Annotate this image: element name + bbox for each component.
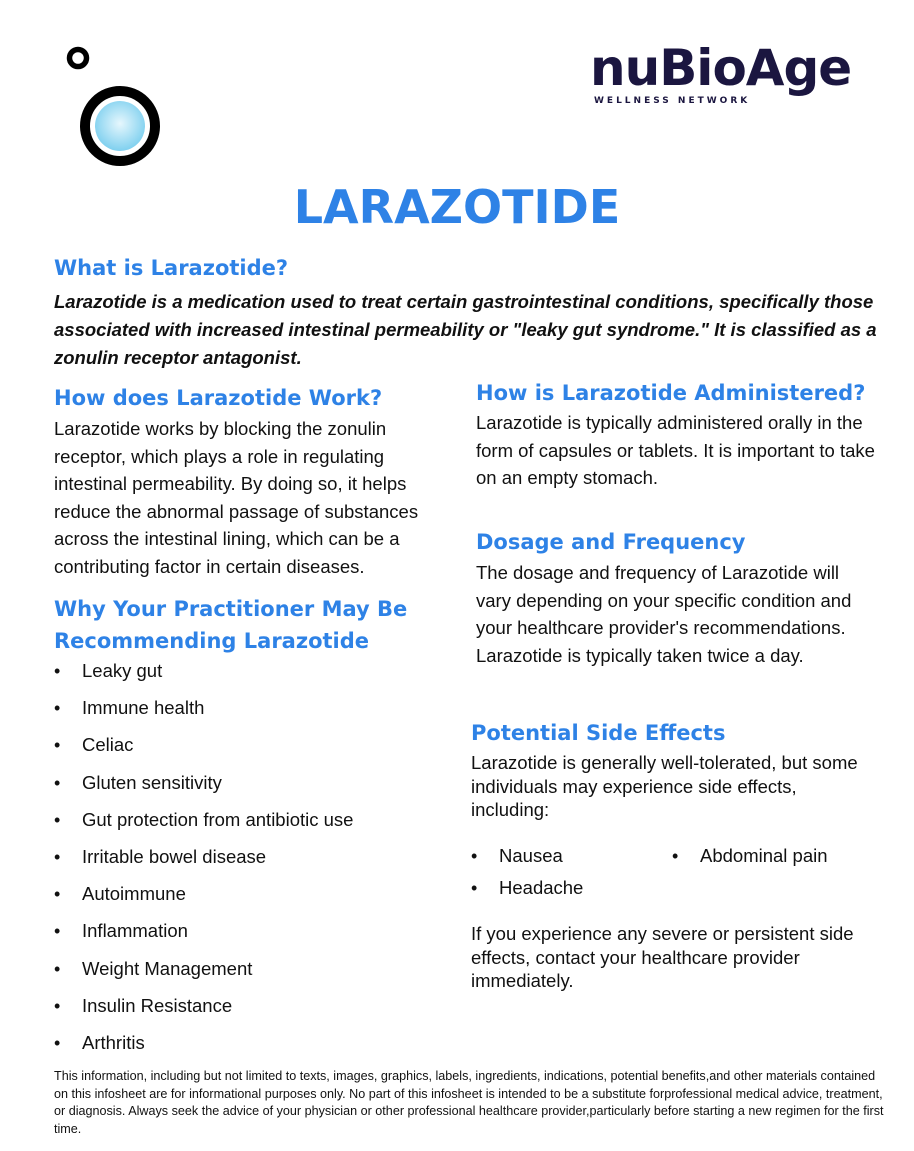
list-item: • Weight Management [54,954,353,991]
what-is-heading: What is Larazotide? [54,256,289,280]
side-effects-intro: Larazotide is generally well-tolerated, but some individuals may experience side effects, including: [471,752,858,820]
list-item: • Immune health [54,693,353,730]
list-item: • Autoimmune [54,879,353,916]
list-item: • Inflammation [54,916,353,953]
page-title: LARAZOTIDE [293,180,621,234]
list-item: • Arthritis [54,1028,353,1065]
list-item: • Nausea [471,843,563,869]
recommend-list [54,656,353,1065]
list-item: • Abdominal pain [672,843,828,869]
list-item: • Headache [471,875,583,901]
list-item: • Gluten sensitivity [54,768,353,805]
list-item: • Insulin Resistance [54,991,353,1028]
side-effects-outro: If you experience any severe or persistent side effects, contact your healthcare provider immediately. [471,923,854,991]
why-recommend-heading-line1: Why Your Practitioner May Be [54,597,408,621]
dosage-body: The dosage and frequency of Larazotide will vary depending on your specific condition and your healthcare provider's recommendations. Larazotide is typically taken twice a day. [476,562,852,666]
brand-logo [590,38,880,106]
how-works-heading: How does Larazotide Work? [54,386,383,410]
how-works-body: Larazotide works by blocking the zonulin receptor, which plays a role in regulating intestinal permeability. By doing so, it helps reduce the abnormal passage of substances across the intestinal lining, which can be a contributing factor in certain diseases. [54,418,419,577]
disclaimer: This information, including but not limited to texts, images, graphics, labels, ingredients, indications, potential benefits,and other materials contained on this infosheet are for informational purposes only. No part of this infosheet is intended to be a substitute forprofessional medical advice, treatment, or diagnosis. Always seek the advice of your physician or other professional healthcare provider,particularly before starting a new regimen for the first time. [54,1069,884,1136]
brand-tagline: WELLNESS NETWORK [594,96,751,106]
brand-name: nuBioAge [590,39,852,97]
what-is-body: Larazotide is a medication used to treat certain gastrointestinal conditions, specifically those associated with increased intestinal permeability or "leaky gut syndrome." It is classified as a zonulin receptor antagonist. [54,291,877,368]
dosage-heading: Dosage and Frequency [476,530,746,554]
administered-heading: How is Larazotide Administered? [476,381,866,405]
why-recommend-heading-line2: Recommending Larazotide [54,629,370,653]
list-item: • Celiac [54,730,353,767]
list-item: • Irritable bowel disease [54,842,353,879]
administered-body: Larazotide is typically administered orally in the form of capsules or tablets. It is important to take on an empty stomach. [476,412,875,488]
side-effects-heading: Potential Side Effects [471,721,726,745]
list-item: • Gut protection from antibiotic use [54,805,353,842]
list-item: • Leaky gut [54,656,353,693]
eye-ring-icon [66,44,166,168]
